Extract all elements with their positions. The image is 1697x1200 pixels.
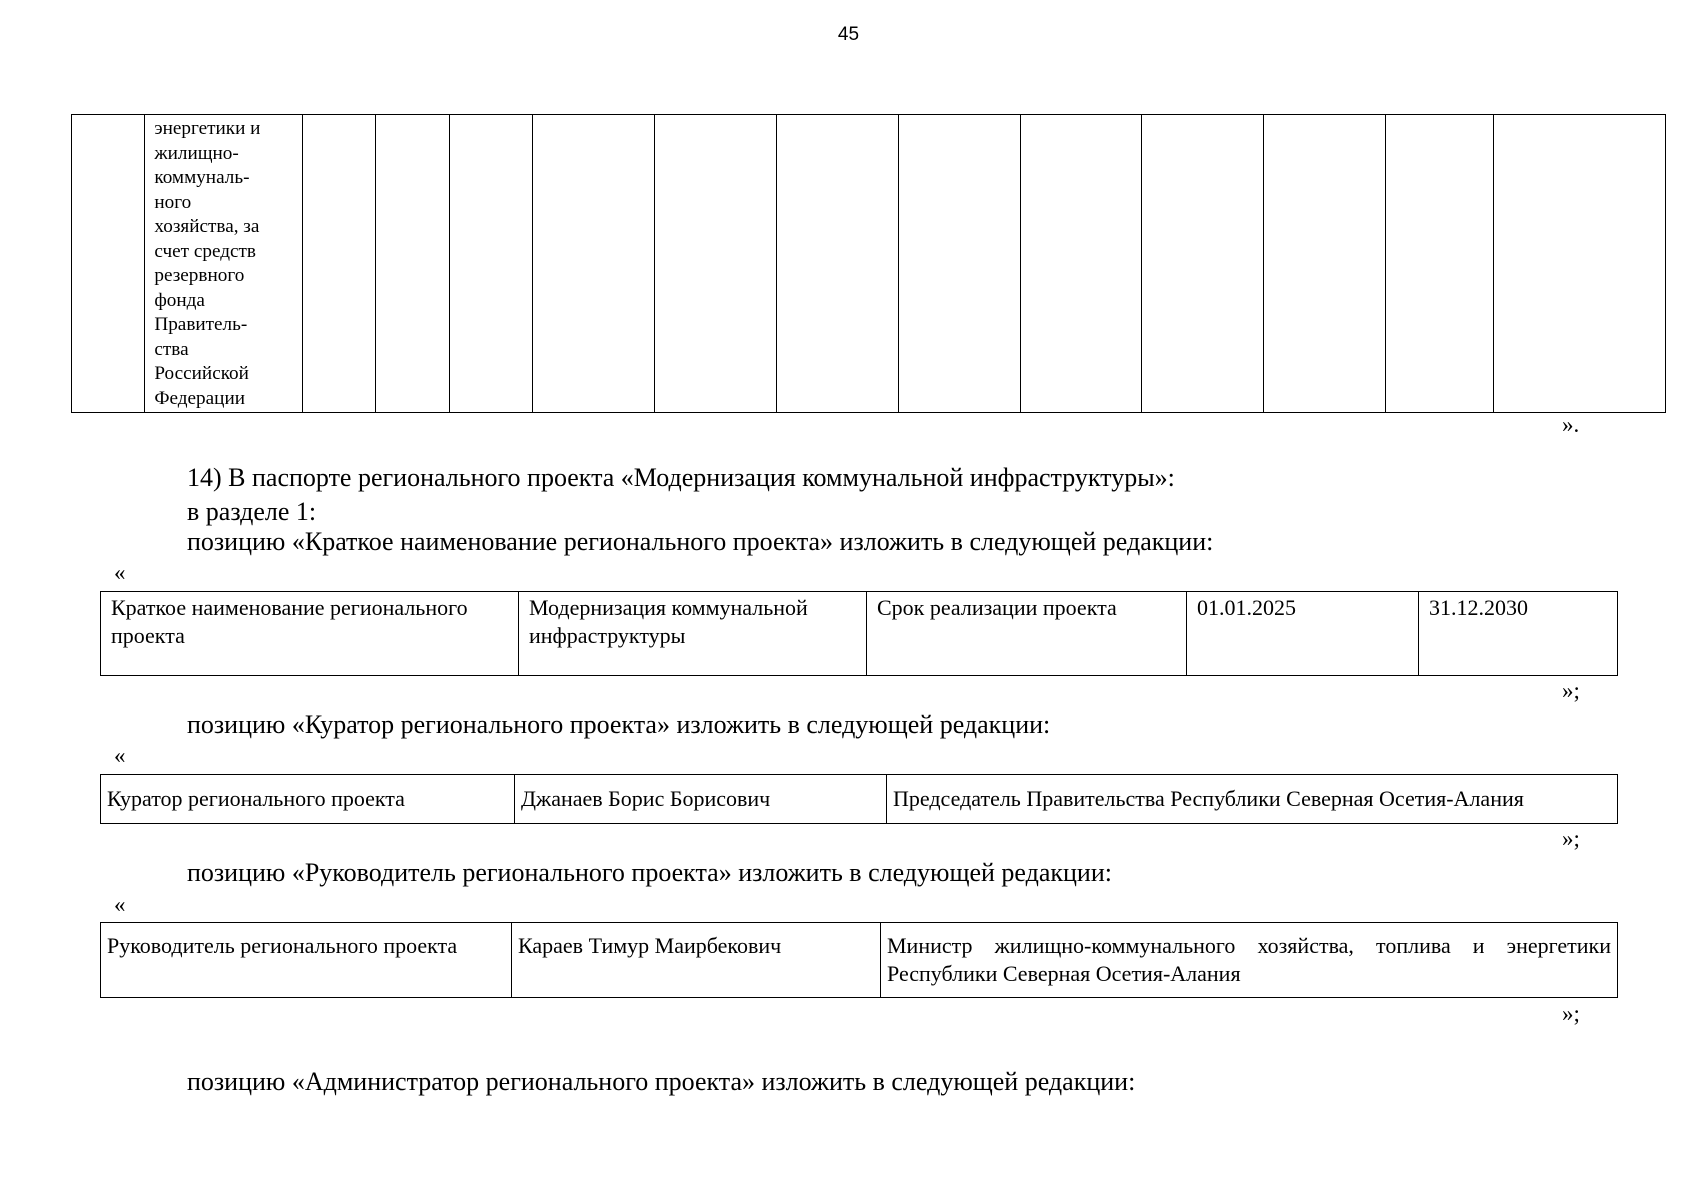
paragraph-item4: позицию «Администратор регионального проекта» изложить в следующей редакции:: [187, 1067, 1136, 1096]
funding-source-text: энергетики и жилищно- коммуналь- ного хозяйства, за счет средств резервного фонда Правитель- ства Российской Федерации: [154, 118, 261, 409]
page-number: 45: [837, 24, 860, 45]
table-cell: [654, 115, 776, 413]
continuation-table: [71, 114, 1666, 413]
closing-quote: »;: [1562, 1001, 1580, 1026]
table-cell: [1020, 115, 1142, 413]
closing-quote: ».: [1562, 412, 1580, 437]
curator-name: Джанаев Борис Борисович: [515, 775, 887, 824]
head-position: Министр жилищно-коммунального хозяйства, топлива и энергетики Республики Северная Осетия-Алания: [881, 923, 1618, 998]
table-cell: [532, 115, 654, 413]
project-name-value: Модернизация коммунальной инфраструктуры: [519, 592, 867, 676]
table-cell: [449, 115, 532, 413]
head-name: Караев Тимур Маирбекович: [512, 923, 881, 998]
table-cell: [376, 115, 449, 413]
table-cell: [1142, 115, 1264, 413]
project-name-table: [100, 591, 1618, 676]
curator-table: [100, 774, 1618, 824]
paragraph-item1: позицию «Краткое наименование регионального проекта» изложить в следующей редакции:: [187, 527, 1214, 556]
head-table: [100, 922, 1618, 998]
term-start: 01.01.2025: [1187, 592, 1419, 676]
term-end: 31.12.2030: [1419, 592, 1618, 676]
table-cell: [898, 115, 1020, 413]
table-cell: [776, 115, 898, 413]
paragraph-item3: позицию «Руководитель регионального проекта» изложить в следующей редакции:: [187, 858, 1112, 887]
section-subheading: в разделе 1:: [187, 497, 317, 526]
curator-label: Куратор регионального проекта: [101, 775, 515, 824]
head-label: Руководитель регионального проекта: [101, 923, 512, 998]
opening-quote: «: [114, 743, 126, 768]
closing-quote: »;: [1562, 826, 1580, 851]
curator-position: Председатель Правительства Республики Северная Осетия-Алания: [887, 775, 1618, 824]
project-name-label: Краткое наименование регионального проекта: [101, 592, 519, 676]
section-heading: 14) В паспорте регионального проекта «Модернизация коммунальной инфраструктуры»:: [187, 463, 1175, 492]
closing-quote: »;: [1562, 678, 1580, 703]
table-cell-text: [145, 115, 303, 413]
opening-quote: «: [114, 560, 126, 585]
table-cell: [302, 115, 375, 413]
table-cell: [72, 115, 145, 413]
opening-quote: «: [114, 892, 126, 917]
table-cell: [1264, 115, 1386, 413]
term-label: Срок реализации проекта: [867, 592, 1187, 676]
paragraph-item2: позицию «Куратор регионального проекта» изложить в следующей редакции:: [187, 710, 1051, 739]
table-cell: [1386, 115, 1494, 413]
table-cell: [1494, 115, 1666, 413]
